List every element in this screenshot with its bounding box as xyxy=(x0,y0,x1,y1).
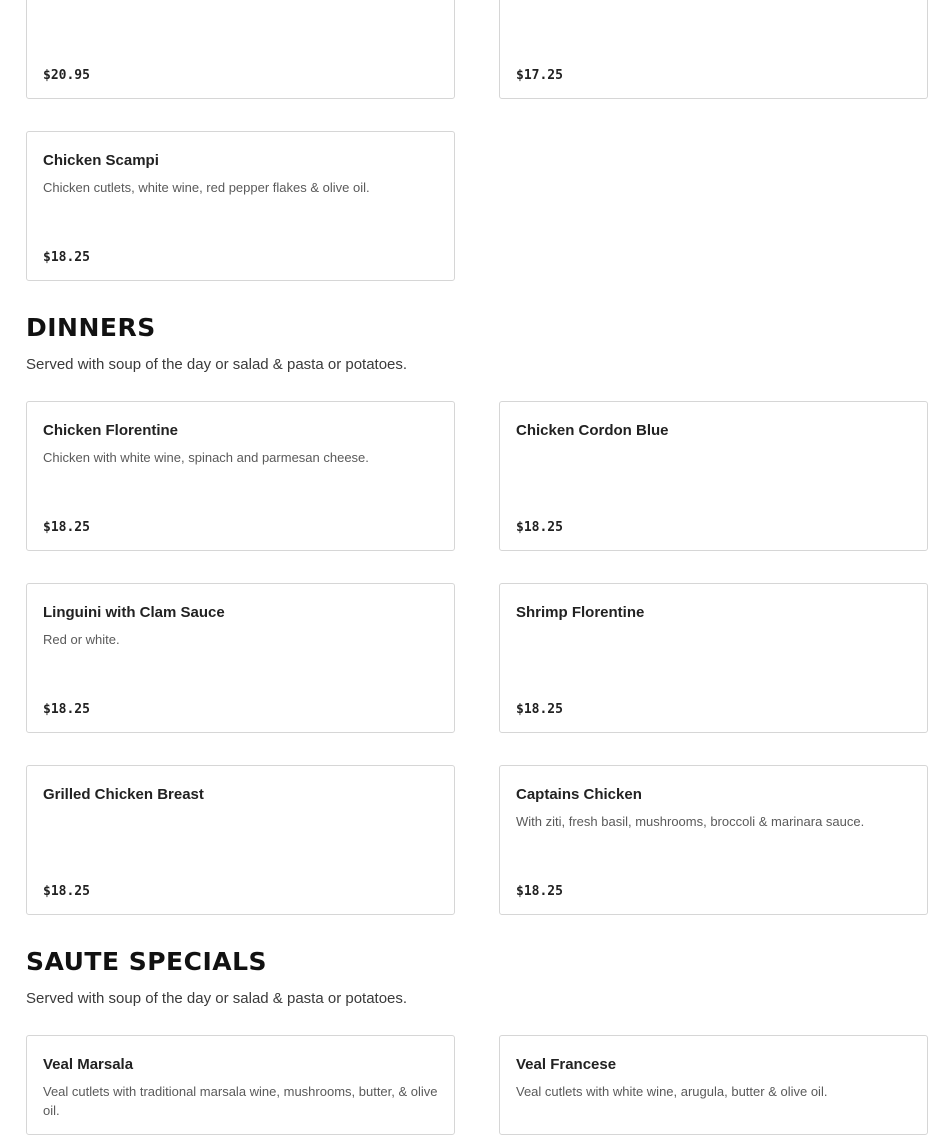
item-description: Chicken with white wine, spinach and parmesan cheese. xyxy=(43,450,369,465)
item-name: Veal Marsala xyxy=(43,1056,134,1073)
menu-item-card[interactable] xyxy=(26,0,455,99)
item-name: Grilled Chicken Breast xyxy=(43,786,204,803)
item-description: Chicken cutlets, white wine, red pepper flakes & olive oil. xyxy=(43,180,370,195)
menu-item-card[interactable] xyxy=(26,583,455,733)
item-name: Chicken Cordon Blue xyxy=(516,422,669,439)
item-name: Linguini with Clam Sauce xyxy=(43,604,225,621)
item-name: Shrimp Florentine xyxy=(516,604,645,621)
item-price: $18.25 xyxy=(516,702,563,717)
item-price: $20.95 xyxy=(43,68,90,83)
menu-item-card[interactable] xyxy=(26,1035,455,1135)
item-description: Red or white. xyxy=(43,632,120,647)
menu-item-card[interactable] xyxy=(26,131,455,281)
menu-item-card[interactable] xyxy=(499,583,928,733)
item-price: $17.25 xyxy=(516,68,563,83)
item-price: $18.25 xyxy=(43,702,90,717)
item-name: Captains Chicken xyxy=(516,786,642,803)
section-title-saute-specials: SAUTE SPECIALS xyxy=(26,947,268,976)
menu-item-card[interactable] xyxy=(499,1035,928,1135)
section-title-dinners: DINNERS xyxy=(26,313,156,342)
item-name: Veal Francese xyxy=(516,1056,617,1073)
item-description: Veal cutlets with white wine, arugula, butter & olive oil. xyxy=(516,1084,828,1099)
section-subtitle-saute-specials: Served with soup of the day or salad & pasta or potatoes. xyxy=(26,990,408,1007)
menu-item-card[interactable] xyxy=(499,401,928,551)
item-description: With ziti, fresh basil, mushrooms, broccoli & marinara sauce. xyxy=(516,814,865,829)
item-price: $18.25 xyxy=(516,520,563,535)
menu-item-card[interactable] xyxy=(26,765,455,915)
menu-item-card[interactable] xyxy=(499,765,928,915)
section-subtitle-dinners: Served with soup of the day or salad & pasta or potatoes. xyxy=(26,356,408,373)
item-description: Veal cutlets with traditional marsala wine, mushrooms, butter, & olive oil. xyxy=(43,1084,438,1118)
item-price: $18.25 xyxy=(43,884,90,899)
menu-item-card[interactable] xyxy=(499,0,928,99)
item-name: Chicken Florentine xyxy=(43,422,179,439)
item-price: $18.25 xyxy=(516,884,563,899)
item-name: Chicken Scampi xyxy=(43,152,159,169)
item-price: $18.25 xyxy=(43,520,90,535)
item-price: $18.25 xyxy=(43,250,90,265)
menu-item-card[interactable] xyxy=(26,401,455,551)
